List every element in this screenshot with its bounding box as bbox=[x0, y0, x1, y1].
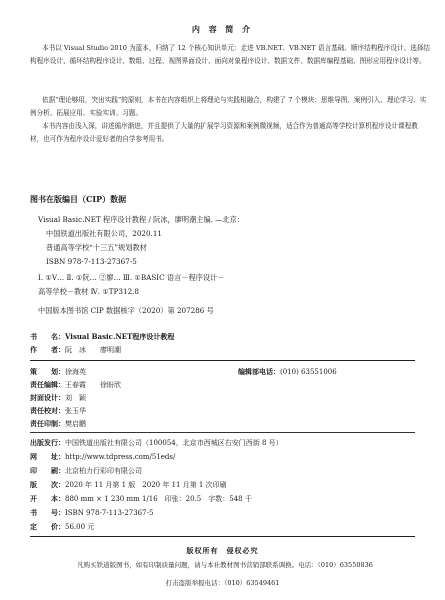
editorial-phone-row bbox=[238, 366, 337, 378]
intro-paragraph-3: 本书内容由浅入深，讲述循序渐进，并且提供了大量的扩展学习资源和案例微视频，适合作为普通高等学校计算机程序设计课程教材，也可作为程序设计爱好者的自学参考用书。 bbox=[30, 122, 418, 143]
author-value: 阮 冰 廖明潮 bbox=[65, 346, 121, 354]
publisher-row bbox=[30, 437, 283, 449]
cip-line-3: 普通高等学校“十三五”规划教材 bbox=[46, 243, 147, 252]
price-value: 56.00 元 bbox=[65, 523, 95, 531]
divider-middle bbox=[30, 432, 415, 433]
cip-number: 中国版本图书馆 CIP 数据核字（2020）第 207286 号 bbox=[38, 306, 214, 315]
printer-label: 印 刷： bbox=[30, 466, 65, 475]
intro-paragraph-1: 本书以 Visual Studio 2010 为蓝本，归纳了 12 个核心知识单元：走进 VB.NET、VB.NET 语言基础、顺序结构程序设计、选择结构程序设计、循环结构程序设计、数组、过程、视图界面设计、面向对象程序设计、数据文件、数据库编程基础、图形应用程序设计等。 bbox=[30, 44, 431, 65]
print-supervisor-value: 樊启鹏 bbox=[65, 420, 86, 428]
printer-value: 北京柏力行彩印有限公司 bbox=[65, 467, 142, 475]
print-supervisor-label: 责任印制： bbox=[30, 419, 65, 428]
price-row bbox=[30, 521, 94, 533]
cip-line-5: Ⅰ. ①V… Ⅱ. ①阮… ②廖… Ⅲ. ①BASIC 语言－程序设计－ bbox=[38, 273, 225, 282]
format-label: 开 本： bbox=[30, 494, 65, 503]
planner-row bbox=[30, 366, 86, 378]
intro-paragraph-2: 依据“理论够用，突出实践”的原则，本书在内容组织上将理论与实践相融合，构建了 7 个模块：思维导图、案例引入、理论学习、实例分析、拓展应用、实验实训、习题。 bbox=[30, 96, 427, 117]
cip-line-1: Visual Basic.NET 程序设计教程 / 阮冰，廖明潮主编. —北京： bbox=[38, 215, 244, 224]
book-name-row bbox=[30, 331, 174, 343]
isbn-value: ISBN 978-7-113-27367-5 bbox=[65, 509, 154, 517]
cip-line-6: 高等学校－教材 Ⅳ. ①TP312.8 bbox=[38, 287, 139, 296]
book-name-label: 书 名： bbox=[30, 332, 65, 341]
website-value: http://www.tdpress.com/51eds/ bbox=[65, 453, 176, 461]
editorial-phone-label: 编辑部电话： bbox=[238, 367, 280, 376]
price-label: 定 价： bbox=[30, 522, 65, 531]
edition-value: 2020 年 11 月第 1 版 2020 年 11 月第 1 次印刷 bbox=[65, 481, 227, 489]
isbn-label: 书 号： bbox=[30, 508, 65, 517]
editor-row bbox=[30, 379, 121, 391]
edition-row bbox=[30, 479, 227, 491]
rights-notice: 版权所有 侵权必究 bbox=[186, 546, 259, 555]
format-value: 880 mm × 1 230 mm 1/16 印张：20.5 字数：548 千 bbox=[65, 495, 252, 503]
quality-notice: 凡购买铁道版图书，如有印制质量问题，请与本社教材图书营销部联系调换。电话：（010）63550836 bbox=[77, 561, 373, 569]
cip-line-4: ISBN 978-7-113-27367-5 bbox=[46, 257, 137, 266]
author-label: 作 者： bbox=[30, 345, 65, 354]
website-label: 网 址： bbox=[30, 452, 65, 461]
author-row bbox=[30, 344, 121, 356]
format-row bbox=[30, 493, 252, 505]
planner-value: 徐海英 bbox=[65, 368, 86, 376]
divider-bottom bbox=[30, 536, 415, 537]
proofreader-row bbox=[30, 405, 86, 417]
website-row bbox=[30, 451, 175, 463]
editor-label: 责任编辑： bbox=[30, 380, 65, 389]
book-name-value: Visual Basic.NET程序设计教程 bbox=[65, 332, 175, 341]
cover-design-value: 刘 颖 bbox=[65, 394, 86, 402]
print-supervisor-row bbox=[30, 418, 86, 430]
isbn-row bbox=[30, 507, 153, 519]
printer-row bbox=[30, 465, 142, 477]
editorial-phone-value: (010) 63551006 bbox=[280, 368, 337, 376]
cover-design-label: 封面设计： bbox=[30, 393, 65, 402]
proofreader-value: 张玉华 bbox=[65, 407, 86, 415]
proofreader-label: 责任校对： bbox=[30, 406, 65, 415]
piracy-hotline: 打击盗版举报电话：（010）63549461 bbox=[165, 579, 280, 587]
page-title: 内 容 简 介 bbox=[191, 24, 254, 34]
cip-heading: 图书在版编目（CIP）数据 bbox=[30, 194, 127, 204]
cover-design-row bbox=[30, 392, 86, 404]
edition-label: 版 次： bbox=[30, 480, 65, 489]
planner-label: 策 划： bbox=[30, 367, 65, 376]
cip-line-2: 中国铁道出版社有限公司，2020.11 bbox=[46, 229, 162, 238]
editor-value: 王春霞 徐盼欣 bbox=[65, 381, 121, 389]
divider-top bbox=[30, 360, 415, 361]
publisher-label: 出版发行： bbox=[30, 438, 65, 447]
publisher-value: 中国铁道出版社有限公司（100054，北京市西城区右安门西街 8 号） bbox=[65, 439, 283, 447]
